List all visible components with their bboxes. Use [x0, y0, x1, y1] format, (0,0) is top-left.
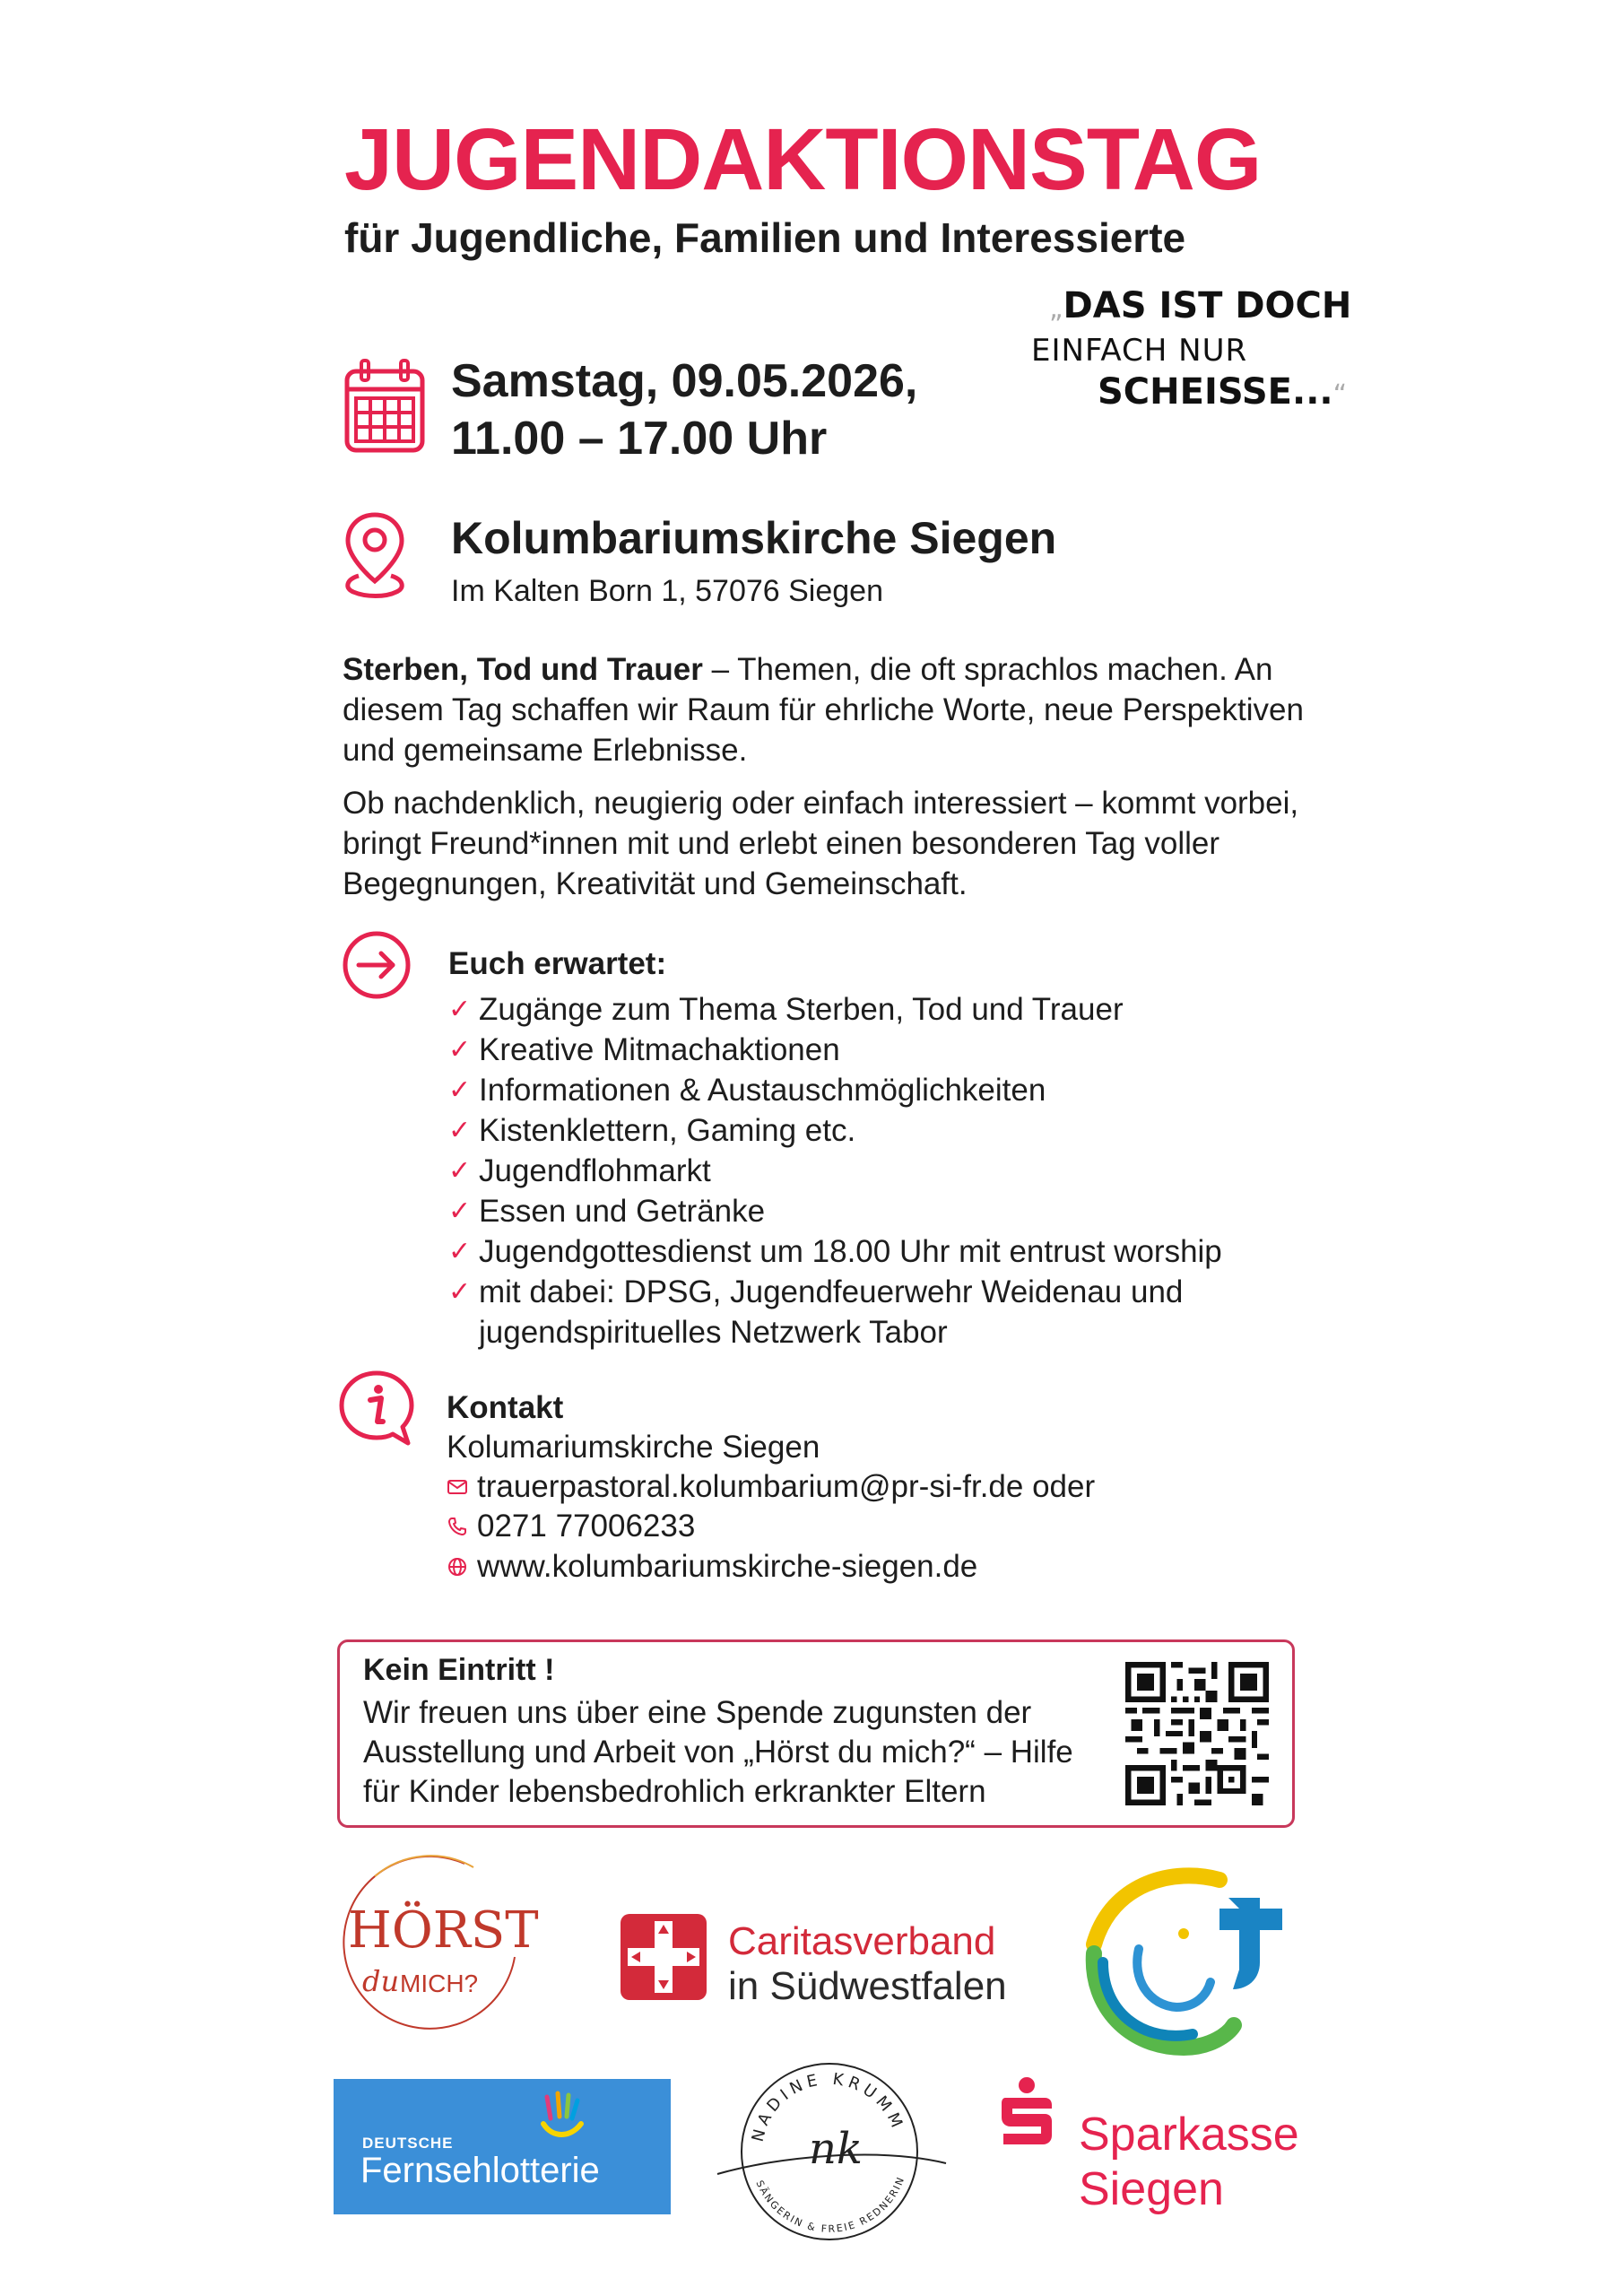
- check-icon: ✓: [448, 1116, 472, 1145]
- hands-icon: [534, 2088, 588, 2142]
- check-icon: ✓: [448, 995, 472, 1024]
- check-icon: ✓: [448, 1035, 472, 1065]
- contact-phone[interactable]: 0271 77006233: [477, 1509, 696, 1544]
- horst-logo-du: du: [362, 1964, 400, 1998]
- list-item: ✓ Informationen & Austauschmöglichkeiten: [448, 1070, 1309, 1110]
- event-date-time: [451, 352, 917, 467]
- check-icon: ✓: [448, 1075, 472, 1105]
- calendar-icon: [343, 357, 426, 456]
- quote-close-mark: “: [1332, 379, 1348, 411]
- list-item: ✓ Jugendgottesdienst um 18.00 Uhr mit entrust worship: [448, 1231, 1309, 1272]
- quote-graphic: [1031, 285, 1352, 416]
- sparkasse-name: Sparkasse: [1079, 2109, 1299, 2161]
- horst-logo-text: HÖRST: [348, 1901, 539, 1960]
- intro-paragraph-1: [343, 649, 1311, 770]
- nadine-krumm-logo: [708, 2057, 950, 2246]
- info-bubble-icon: [336, 1368, 417, 1448]
- donation-heading: Kein Eintritt !: [363, 1653, 555, 1687]
- krumm-arc-top: NADINE KRUMM: [748, 2069, 908, 2144]
- caritas-name-line-1: Caritasverband: [728, 1919, 996, 1963]
- quote-line-3: SCHEISSE...: [1098, 371, 1333, 413]
- contact-web-row: [447, 1549, 977, 1585]
- qr-code[interactable]: [1125, 1662, 1269, 1805]
- page-subtitle: für Jugendliche, Familien und Interessierte: [344, 214, 1186, 261]
- quote-open-mark: „: [1049, 293, 1063, 325]
- sparkasse-s-icon: [1000, 2076, 1054, 2146]
- mail-icon: [447, 1476, 468, 1498]
- list-item: ✓ Zugänge zum Thema Sterben, Tod und Trauer: [448, 989, 1309, 1030]
- location-address: Im Kalten Born 1, 57076 Siegen: [451, 574, 883, 608]
- quote-line-1: DAS IST DOCH: [1063, 285, 1352, 326]
- donation-text: Wir freuen uns über eine Spende zugunsten der Ausstellung und Arbeit von „Hörst du mich?“ – Hilfe für Kinder lebensbedrohlich erkrankter Eltern: [363, 1695, 1073, 1809]
- fernsehlotterie-logo: [334, 2079, 671, 2214]
- sparkasse-city: Siegen: [1079, 2163, 1224, 2215]
- caritas-cross-icon: [619, 1912, 708, 2002]
- check-icon: ✓: [448, 1196, 472, 1226]
- list-item: ✓ Jugendflohmarkt: [448, 1151, 1309, 1191]
- location-name: Kolumbariumskirche Siegen: [451, 513, 1057, 563]
- contact-heading: Kontakt: [447, 1390, 564, 1425]
- quote-line-2: EINFACH NUR: [1031, 333, 1248, 369]
- event-date: Samstag, 09.05.2026,: [451, 355, 918, 407]
- horst-logo-mich: MICH?: [400, 1970, 479, 1997]
- check-icon: ✓: [448, 1277, 472, 1307]
- globe-icon: [447, 1556, 468, 1578]
- check-icon: ✓: [448, 1156, 472, 1186]
- arrow-right-circle-icon: [341, 929, 412, 1001]
- page-title: JUGENDAKTIONSTAG: [344, 110, 1262, 208]
- fernseh-small-text: DEUTSCHE: [362, 2135, 454, 2152]
- intro-paragraph-2: Ob nachdenklich, neugierig oder einfach interessiert – kommt vorbei, bringt Freund*innen mit und erlebt einen besonderen Tag voller Begegnungen, Kreativität und Gemeinschaft.: [343, 786, 1299, 901]
- list-item: ✓ mit dabei: DPSG, Jugendfeuerwehr Weidenau und jugendspirituelles Netzwerk Tabor: [448, 1272, 1309, 1352]
- intro-lead-rest: – Themen, die oft sprachlos machen. An diesem Tag schaffen wir Raum für ehrliche Worte, neue Perspektiven und gemeinsame Erlebnisse.: [343, 652, 1304, 768]
- expect-list: [448, 989, 1309, 1352]
- intro-lead-bold: Sterben, Tod und Trauer: [343, 652, 703, 687]
- contact-org: Kolumariumskirche Siegen: [447, 1430, 820, 1465]
- contact-email-row: [447, 1469, 1095, 1505]
- krumm-monogram: nk: [809, 2124, 863, 2174]
- phone-icon: [447, 1516, 468, 1537]
- fernseh-big-text: Fernsehlotterie: [360, 2151, 600, 2190]
- caritas-name-line-2: in Südwestfalen: [728, 1964, 1007, 2008]
- expect-heading: Euch erwartet:: [448, 946, 667, 981]
- contact-email[interactable]: trauerpastoral.kolumbarium@pr-si-fr.de oder: [477, 1469, 1096, 1504]
- pastoral-circle-logo: [1076, 1864, 1300, 2061]
- check-icon: ✓: [448, 1237, 472, 1266]
- location-pin-icon: [341, 509, 409, 599]
- list-item: ✓ Essen und Getränke: [448, 1191, 1309, 1231]
- list-item: ✓ Kreative Mitmachaktionen: [448, 1030, 1309, 1070]
- contact-website[interactable]: www.kolumbariumskirche-siegen.de: [477, 1549, 978, 1584]
- list-item: ✓ Kistenklettern, Gaming etc.: [448, 1110, 1309, 1151]
- contact-phone-row: [447, 1509, 695, 1544]
- krumm-arc-bottom: SÄNGERIN & FREIE REDNERIN: [753, 2174, 907, 2235]
- intro-text: [343, 649, 1311, 917]
- event-time: 11.00 – 17.00 Uhr: [451, 413, 828, 465]
